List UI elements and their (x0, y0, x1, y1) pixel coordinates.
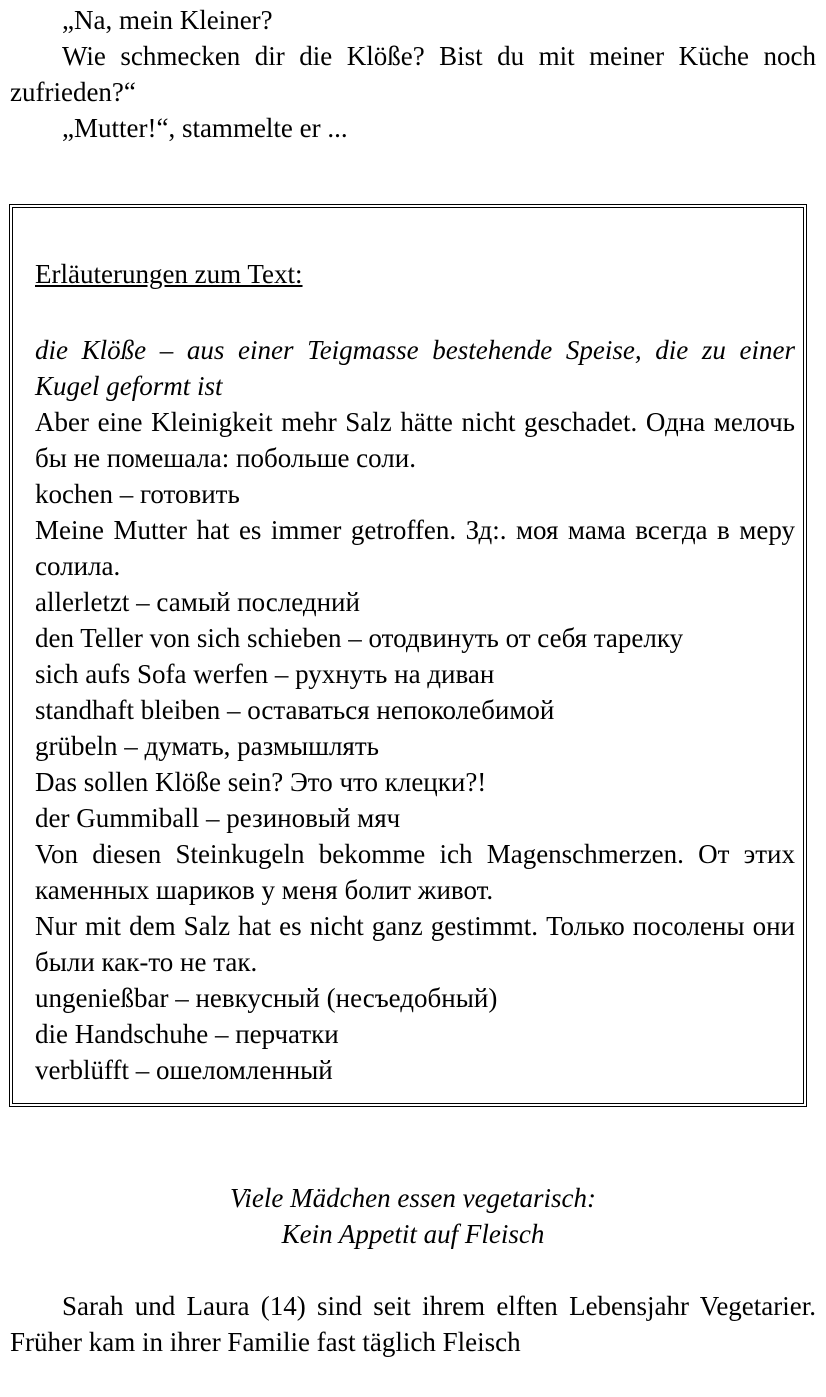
article-body (10, 1288, 816, 1360)
glossary-entry: Von diesen Steinkugeln bekomme ich Magenschmerzen. От этих каменных шариков у меня болит живот. (35, 839, 795, 905)
glossary-entry: sich aufs Sofa werfen – рухнуть на диван (35, 659, 495, 689)
story-line: Wie schmecken dir die Klöße? Bist du mit meiner Küche noch zufrieden?“ (10, 41, 816, 107)
article-title-line: Kein Appetit auf Fleisch (281, 1219, 545, 1249)
glossary-entry: standhaft bleiben – оставаться непоколебимой (35, 695, 555, 725)
story-excerpt (10, 2, 816, 146)
article-title (0, 1180, 826, 1252)
glossary-entry: Das sollen Klöße sein? Это что клецки?! (35, 767, 487, 797)
glossary-entry: Nur mit dem Salz hat es nicht ganz gestimmt. Только посолены они были как-то не так. (35, 911, 795, 977)
glossary-entry: allerletzt – самый последний (35, 587, 360, 617)
glossary-entry: Meine Mutter hat es immer getroffen. Зд:. моя мама всегда в меру солила. (35, 515, 795, 581)
story-line: „Na, mein Kleiner? (62, 5, 273, 35)
glossary-entry: die Klöße – aus einer Teigmasse bestehende Speise, die zu einer Kugel geformt ist (35, 335, 795, 401)
glossary-box (12, 207, 804, 1104)
glossary-entry: grübeln – думать, размышлять (35, 731, 379, 761)
glossary-entry: den Teller von sich schieben – отодвинуть от себя тарелку (35, 623, 684, 653)
glossary-title: Erläuterungen zum Text: (35, 259, 303, 289)
article-paragraph: Sarah und Laura (14) sind seit ihrem elften Lebensjahr Vegetarier. Früher kam in ihrer Familie fast täglich Fleisch (10, 1291, 816, 1357)
article-title-line: Viele Mädchen essen vegetarisch: (229, 1183, 597, 1213)
glossary-entry: ungenießbar – невкусный (несъедобный) (35, 983, 498, 1013)
glossary-entry: die Handschuhe – перчатки (35, 1019, 339, 1049)
glossary-entry: kochen – готовить (35, 479, 240, 509)
glossary-entry: verblüfft – ошеломленный (35, 1055, 333, 1085)
glossary-entry: Aber eine Kleinigkeit mehr Salz hätte nicht geschadet. Одна мелочь бы не помешала: побольше соли. (35, 407, 795, 473)
glossary-entry: der Gummiball – резиновый мяч (35, 803, 401, 833)
story-line: „Mutter!“, stammelte er ... (62, 113, 348, 143)
